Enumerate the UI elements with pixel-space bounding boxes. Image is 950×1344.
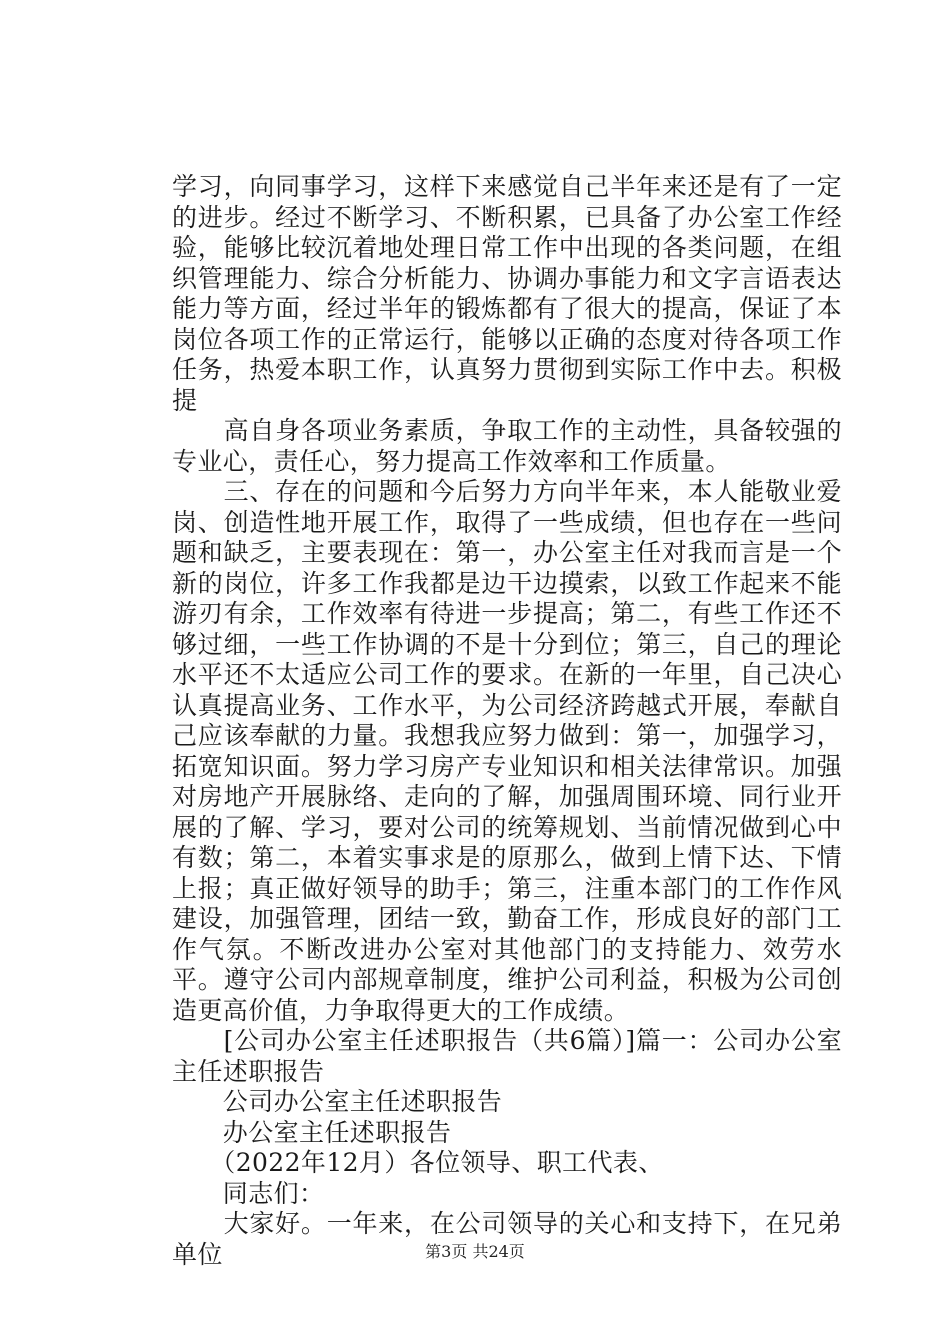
paragraph-7: （2022年12月）各位领导、职工代表、	[172, 1148, 664, 1177]
document-body	[172, 172, 842, 1270]
paragraph-3: 三、存在的问题和今后努力方向半年来，本人能敬业爱岗、创造性地开展工作，取得了一些成绩，但也存在一些问题和缺乏，主要表现在：第一，办公室主任对我而言是一个新的岗位，许多工作我都是边干边摸索，以致工作起来不能游刃有余，工作效率有待进一步提高；第二，有些工作还不够过细，一些工作协调的不是十分到位；第三，自己的理论水平还不太适应公司工作的要求。在新的一年里，自己决心认真提高业务、工作水平，为公司经济跨越式开展，奉献自己应该奉献的力量。我想我应努力做到：第一，加强学习，拓宽知识面。努力学习房产专业知识和相关法律常识。加强对房地产开展脉络、走向的了解，加强周围环境、同行业开展的了解、学习，要对公司的统筹规划、当前情况做到心中有数；第二，本着实事求是的原那么，做到上情下达、下情上报；真正做好领导的助手；第三，注重本部门的工作作风建设，加强管理，团结一致，勤奋工作，形成良好的部门工作气氛。不断改进办公室对其他部门的支持能力、效劳水平。遵守公司内部规章制度，维护公司利益，积极为公司创造更高价值，力争取得更大的工作成绩。	[172, 477, 842, 1025]
paragraph-1: 学习，向同事学习，这样下来感觉自己半年来还是有了一定的进步。经过不断学习、不断积累，已具备了办公室工作经验，能够比较沉着地处理日常工作中出现的各类问题，在组织管理能力、综合分析能力、协调办事能力和文字言语表达能力等方面，经过半年的锻炼都有了很大的提高，保证了本岗位各项工作的正常运行，能够以正确的态度对待各项工作任务，热爱本职工作，认真努力贯彻到实际工作中去。积极提	[172, 172, 842, 415]
page-number-label: 第3页 共24页	[425, 1242, 525, 1261]
paragraph-4: [公司办公室主任述职报告（共6篇）]篇一：公司办公室主任述职报告	[172, 1026, 842, 1086]
paragraph-6: 办公室主任述职报告	[172, 1117, 452, 1147]
page-footer	[0, 1242, 950, 1262]
paragraph-5: 公司办公室主任述职报告	[172, 1087, 503, 1116]
paragraph-2: 高自身各项业务素质，争取工作的主动性，具备较强的专业心，责任心，努力提高工作效率和工作质量。	[172, 416, 842, 476]
paragraph-9: 大家好。一年来，在公司领导的关心和支持下，在兄弟单位	[172, 1209, 842, 1269]
paragraph-8: 同志们：	[172, 1178, 325, 1208]
